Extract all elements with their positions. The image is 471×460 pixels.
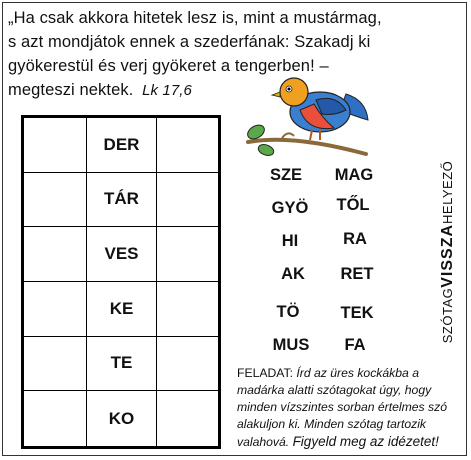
syllable-fa[interactable]: FA: [344, 336, 366, 354]
task-text: Írd az üres kockákba a madárka alatti szótagokat úgy, hogy minden vízszintes sorban értelmes szó alakuljon ki. Minden szótag tartozik valahová.: [237, 366, 447, 449]
syllable-mus[interactable]: MUS: [272, 336, 310, 354]
task-instructions: [237, 365, 465, 451]
title-part-3: HELYEZŐ: [440, 160, 455, 224]
grid-cell-r6-right[interactable]: [157, 391, 218, 446]
syllable-mag[interactable]: MAG: [334, 166, 374, 184]
grid-cell-r4-right[interactable]: [157, 282, 218, 337]
title-part-1: SZÓTAG: [440, 287, 455, 344]
grid-cell-r6-middle: KO: [87, 391, 157, 446]
quote-line-2: s azt mondjátok ennek a szederfának: Szakadj ki: [8, 33, 371, 51]
syllable-gyo[interactable]: GYÖ: [271, 199, 309, 217]
syllable-tol[interactable]: TŐL: [336, 196, 370, 214]
grid-cell-r4-left[interactable]: [24, 282, 87, 337]
grid-cell-r3-middle: VES: [87, 227, 157, 282]
task-label: FELADAT:: [237, 366, 293, 380]
quote-line-4-text: megteszi nektek.: [8, 81, 134, 99]
syllable-ret[interactable]: RET: [340, 265, 374, 283]
quote-line-4: [8, 78, 463, 103]
syllable-ra[interactable]: RA: [343, 230, 367, 248]
syllable-to[interactable]: TÖ: [276, 303, 300, 321]
grid-cell-r2-left[interactable]: [24, 173, 87, 228]
syllable-ak[interactable]: AK: [281, 265, 305, 283]
bird-illustration-icon: [242, 70, 372, 158]
grid-cell-r1-middle: DER: [87, 118, 157, 173]
grid-cell-r5-right[interactable]: [157, 337, 218, 392]
grid-cell-r6-left[interactable]: [24, 391, 87, 446]
grid-cell-r2-middle: TÁR: [87, 173, 157, 228]
quote-reference: Lk 17,6: [142, 82, 192, 99]
syllable-hi[interactable]: HI: [281, 232, 299, 250]
syllable-sze[interactable]: SZE: [269, 166, 303, 184]
grid-cell-r4-middle: KE: [87, 282, 157, 337]
quote-line-1: „Ha csak akkora hitetek lesz is, mint a mustármag,: [8, 9, 382, 27]
task-emphasis: Figyeld meg az idézetet!: [292, 434, 439, 449]
grid-cell-r5-left[interactable]: [24, 337, 87, 392]
grid-cell-r2-right[interactable]: [157, 173, 218, 228]
syllable-tek[interactable]: TEK: [340, 304, 374, 322]
grid-cell-r5-middle: TE: [87, 337, 157, 392]
bible-quote: [8, 6, 463, 103]
grid-cell-r1-right[interactable]: [157, 118, 218, 173]
title-part-2: VISSZA: [439, 223, 456, 288]
syllable-grid: [21, 115, 221, 449]
grid-cell-r3-right[interactable]: [157, 227, 218, 282]
quote-line-3: gyökerestül és verj gyökeret a tengerben! –: [8, 57, 329, 75]
grid-cell-r3-left[interactable]: [24, 227, 87, 282]
vertical-title: [439, 161, 457, 344]
grid-cell-r1-left[interactable]: [24, 118, 87, 173]
